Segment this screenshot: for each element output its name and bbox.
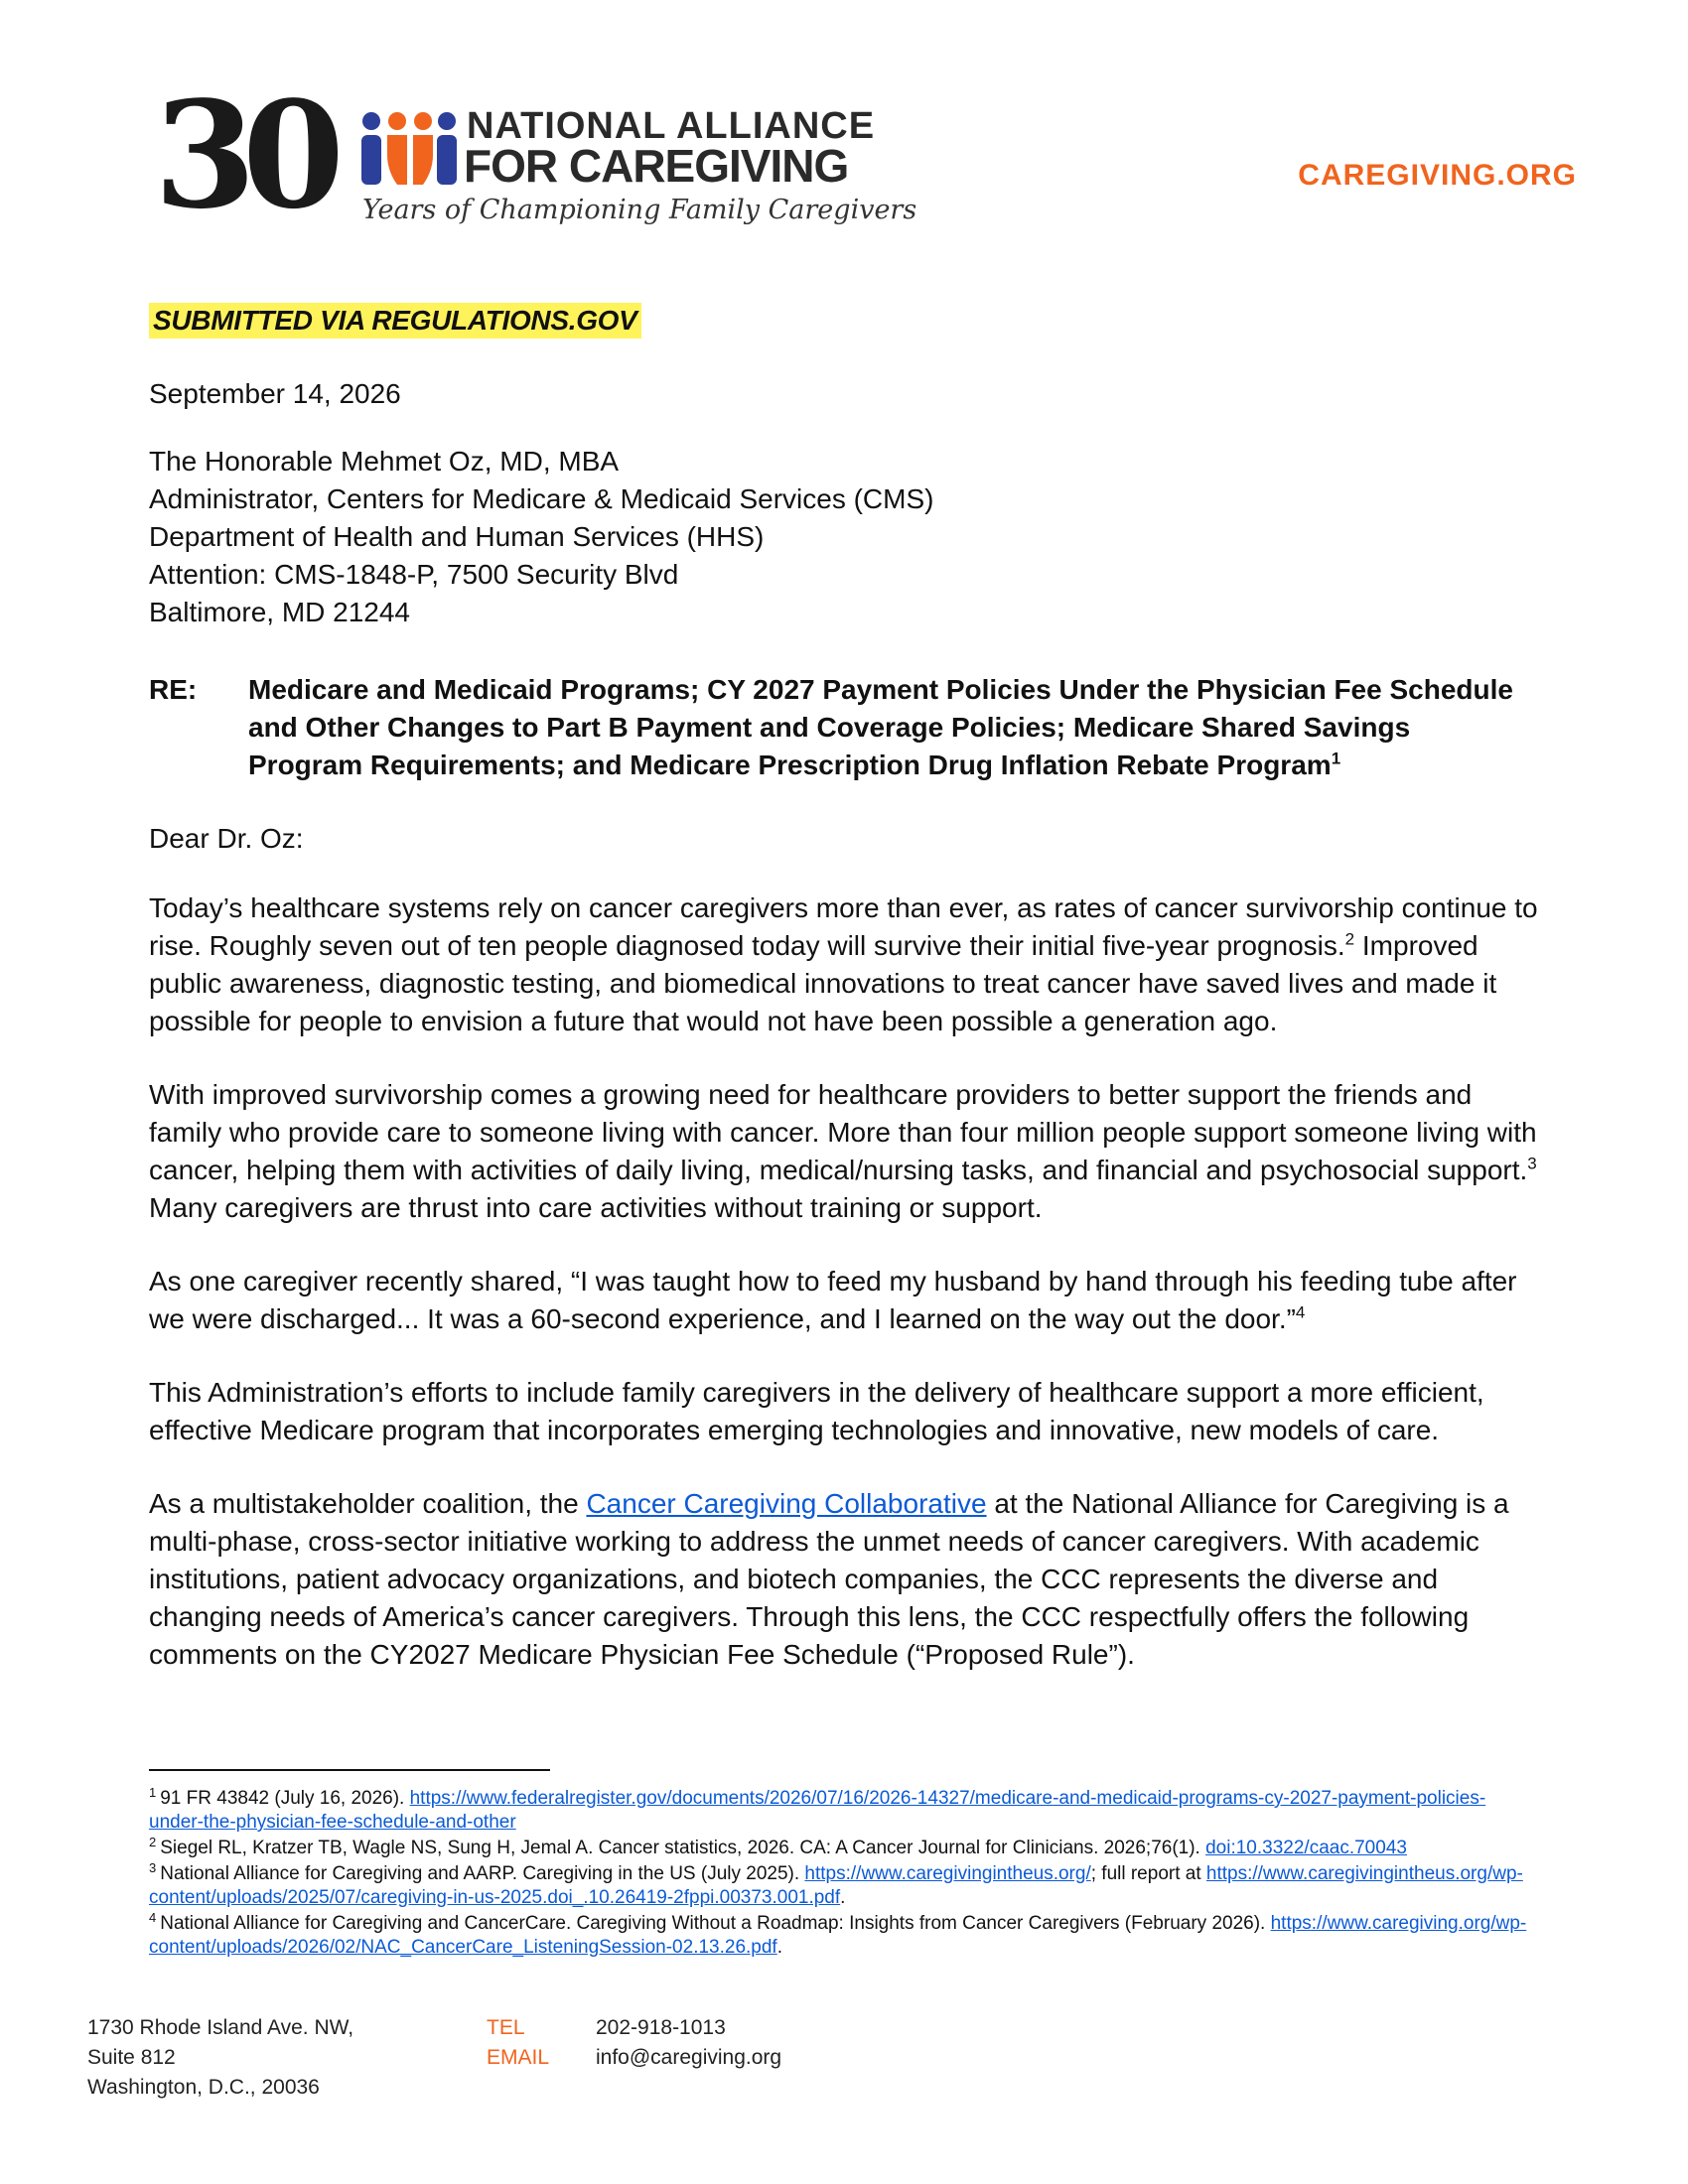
footnote-ref[interactable]: 2	[1344, 929, 1355, 949]
footer-address	[87, 2013, 353, 2103]
email-value[interactable]: info@caregiving.org	[596, 2046, 782, 2069]
footnote-text: National Alliance for Caregiving and CancerCare. Caregiving Without a Roadmap: Insights from Cancer Caregivers (February 2026).	[160, 1913, 1271, 1934]
footnote-text: .	[776, 1937, 782, 1958]
footnote	[149, 1784, 1539, 1835]
caregivers-figures-icon	[357, 111, 457, 191]
footer-address-line: Suite 812	[87, 2046, 176, 2069]
footnote-ref[interactable]: 4	[1295, 1302, 1306, 1322]
subject-title: Medicare and Medicaid Programs; CY 2027 Payment Policies Under the Physician Fee Schedule and Other Changes to Part B Payment and Coverage Policies; Medicare Shared Savings Program Requirements; and Medicare Prescription Drug Inflation Rebate Program	[248, 674, 1513, 780]
address-line: Attention: CMS-1848-P, 7500 Security Blvd	[149, 559, 679, 590]
footnote-number: 1	[149, 1784, 157, 1800]
footnote-link[interactable]: doi:10.3322/caac.70043	[1205, 1838, 1407, 1858]
address-line: The Honorable Mehmet Oz, MD, MBA	[149, 446, 620, 477]
paragraph-text: As a multistakeholder coalition, the	[149, 1488, 587, 1519]
paragraph-text: Improved public awareness, diagnostic testing, and biomedical innovations to treat cancer have saved lives and made it possible for people to envision a future that would not have been possible a generation ago.	[149, 930, 1497, 1036]
footnote-text: Siegel RL, Kratzer TB, Wagle NS, Sung H, Jemal A. Cancer statistics, 2026. CA: A Cancer Journal for Clinicians. 2026;76(1).	[160, 1838, 1206, 1858]
footnotes	[149, 1784, 1539, 1962]
paragraph-text: Many caregivers are thrust into care activities without training or support.	[149, 1192, 1043, 1223]
footnote-link[interactable]: https://www.caregiving.org/wp-content/uploads/2026/02/NAC_CancerCare_ListeningSession-02.13.26.pdf	[149, 1913, 1527, 1958]
paragraph	[149, 1263, 1539, 1338]
tel-value[interactable]: 202-918-1013	[596, 2016, 726, 2039]
footnote-link[interactable]: https://www.caregivingintheus.org/	[804, 1863, 1091, 1884]
org-name-line2: FOR CAREGIVING	[464, 140, 849, 192]
website-link[interactable]: CAREGIVING.ORG	[1298, 159, 1577, 192]
paragraph-text: Today’s healthcare systems rely on cancer caregivers more than ever, as rates of cancer survivorship continue to rise. Roughly seven out of ten people diagnosed today will survive their initial five-year prognosis.	[149, 892, 1538, 961]
address-line: Baltimore, MD 21244	[149, 597, 411, 627]
cancer-caregiving-collaborative-link[interactable]: Cancer Caregiving Collaborative	[586, 1488, 987, 1519]
paragraph	[149, 889, 1539, 1040]
footer-address-line: 1730 Rhode Island Ave. NW,	[87, 2016, 354, 2039]
footnote-text: 91 FR 43842 (July 16, 2026).	[160, 1788, 410, 1809]
footnote-separator	[149, 1769, 550, 1771]
paragraph	[149, 1076, 1539, 1227]
recipient-address	[149, 443, 1539, 631]
footnote-number: 4	[149, 1909, 157, 1925]
footer-tel	[487, 2013, 781, 2043]
footer-contact	[487, 2013, 781, 2073]
footnote	[149, 1834, 1539, 1860]
footnote-number: 3	[149, 1859, 157, 1875]
footnote-text: National Alliance for Caregiving and AARP. Caregiving in the US (July 2025).	[160, 1863, 805, 1884]
footnote-number: 2	[149, 1834, 157, 1849]
footnote	[149, 1859, 1539, 1910]
paragraph	[149, 1485, 1539, 1674]
subject-text	[248, 671, 1519, 784]
paragraph-text: As one caregiver recently shared, “I was taught how to feed my husband by hand through his feeding tube after we were discharged... It was a 60-second experience, and I learned on the way out the door.”	[149, 1266, 1517, 1334]
address-line: Department of Health and Human Services (HHS)	[149, 521, 765, 552]
tel-label: TEL	[487, 2016, 525, 2039]
footnote-link[interactable]: https://www.caregivingintheus.org/wp-content/uploads/2025/07/caregiving-in-us-2025.doi_.10.26419-2fppi.00373.001.pdf	[149, 1863, 1523, 1908]
footer-address-line: Washington, D.C., 20036	[87, 2076, 320, 2099]
salutation: Dear Dr. Oz:	[149, 823, 304, 854]
subject-label: RE:	[149, 674, 198, 705]
letter-date: September 14, 2026	[149, 378, 401, 409]
submission-note: SUBMITTED VIA REGULATIONS.GOV	[149, 303, 641, 339]
footnote-text: ; full report at	[1090, 1863, 1206, 1884]
footnote-link[interactable]: https://www.federalregister.gov/documents/2026/07/16/2026-14327/medicare-and-medicaid-programs-cy-2027-payment-policies-under-the-physician-fee-schedule-and-other	[149, 1788, 1486, 1833]
footnote	[149, 1909, 1539, 1960]
address-line: Administrator, Centers for Medicare & Medicaid Services (CMS)	[149, 483, 934, 514]
footnote-text: .	[840, 1887, 846, 1908]
paragraph-text: at the National Alliance for Caregiving is a multi-phase, cross-sector initiative working to address the unmet needs of cancer caregivers. With academic institutions, patient advocacy organizations, and biotech companies, the CCC represents the diverse and changing needs of America’s cancer caregivers. Through this lens, the CCC respectfully offers the following comments on the CY2027 Medicare Physician Fee Schedule (“Proposed Rule”).	[149, 1488, 1509, 1670]
organization-logo	[154, 68, 917, 241]
paragraph: This Administration’s efforts to include family caregivers in the delivery of healthcare support a more efficient, effective Medicare program that incorporates emerging technologies and innovative, new models of care.	[149, 1377, 1484, 1445]
footnote-ref[interactable]: 1	[1331, 749, 1341, 768]
footnote-ref[interactable]: 3	[1527, 1154, 1537, 1173]
org-name-line1: NATIONAL ALLIANCE	[467, 105, 876, 147]
paragraph-text: With improved survivorship comes a growing need for healthcare providers to better support the friends and family who provide care to someone living with cancer. More than four million people support someone living with cancer, helping them with activities of daily living, medical/nursing tasks, and financial and psychosocial support.	[149, 1079, 1537, 1185]
logo-30-numeral: 30	[154, 68, 331, 241]
logo-tagline: Years of Championing Family Caregivers	[362, 195, 917, 225]
footer-email	[487, 2043, 781, 2073]
email-label: EMAIL	[487, 2046, 550, 2069]
